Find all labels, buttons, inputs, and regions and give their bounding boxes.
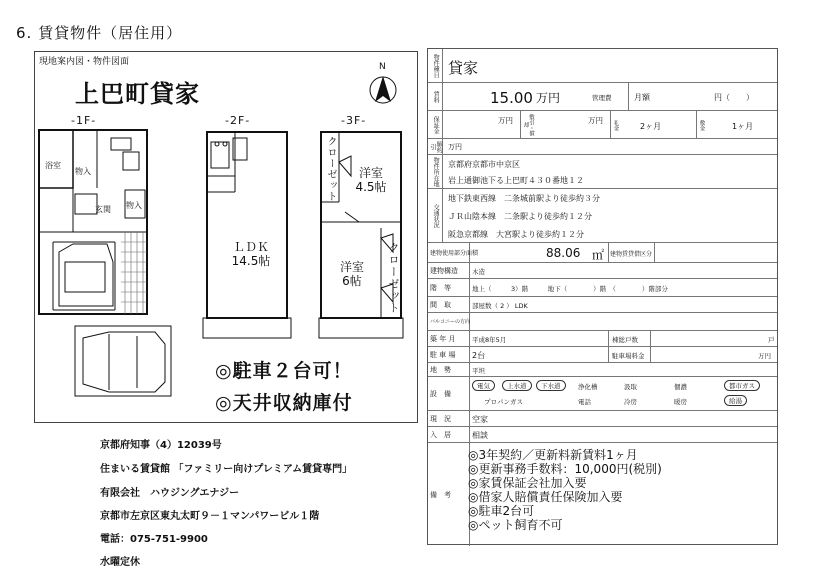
property-name: 上巴町貸家: [75, 80, 200, 108]
floor-label-3f: -3F-: [341, 114, 367, 127]
label-balcony: バルコニーの方向: [428, 313, 470, 330]
value-cancel-unit: 万円: [448, 143, 462, 151]
property-spec-table: [427, 48, 778, 545]
company-tel: 電話：075-751-9900: [100, 534, 208, 545]
label-reikin: 礼金: [612, 119, 619, 131]
label-cancel-deduction: 解約引: [429, 140, 443, 153]
label-area: 建物使用部分面積: [428, 243, 470, 262]
closet-3f-upper: クローゼット: [325, 136, 336, 202]
row-property-type: [428, 49, 777, 83]
room-western-2-label: 洋室: [339, 260, 364, 274]
label-terrain: 地 勢: [428, 363, 470, 376]
value-location-2: 岩上通御池下る上巴町４３０番地１２: [448, 176, 584, 185]
company-license: 京都府知事（4）12039号: [100, 440, 222, 451]
remark-1: ◎3年契約／更新料新賃料1ヶ月: [468, 448, 638, 462]
value-area-unit: ㎡: [592, 248, 605, 262]
label-transport: 交通状況: [428, 189, 443, 242]
facility-septic: 浄化槽: [578, 383, 598, 391]
label-floors: 階 等: [428, 279, 470, 296]
value-parking-fee-unit: 万円: [758, 352, 771, 360]
facility-heating: 暖房: [674, 398, 687, 406]
floor-label-2f: -2F-: [225, 114, 251, 127]
row-movein: [428, 427, 777, 443]
label-built: 築 年 月: [428, 331, 470, 346]
row-floors: [428, 279, 777, 297]
value-rent-unit: 万円: [536, 91, 561, 105]
row-facilities: [428, 377, 777, 411]
room-western-1: [341, 166, 401, 195]
room-ldk-size: 14.5帖: [231, 254, 271, 269]
row-terrain: [428, 363, 777, 377]
facility-phone: 電話: [578, 398, 591, 406]
value-reikin: 2ヶ月: [640, 122, 662, 131]
room-ldk-label: ＬＤＫ: [232, 240, 269, 254]
value-floors: 地上（ 3）階 地下（ ）階 （ ）階部分: [472, 285, 668, 293]
row-balcony: [428, 313, 777, 331]
floor-plan-panel: [34, 51, 418, 423]
closet-3f-lower: クローゼット: [387, 242, 400, 314]
label-mgmt-fee: 管理費: [592, 94, 612, 102]
note-ceiling-storage: ◎天井収納庫付: [215, 392, 353, 414]
label-deposit: 保証金: [428, 111, 443, 138]
remark-5: ◎駐車2台可: [468, 504, 535, 518]
value-shikikin: 1ヶ月: [732, 122, 754, 131]
room-bath: 浴室: [45, 161, 61, 170]
label-rent: 賃料: [428, 83, 443, 110]
value-transport-1: 地下鉄東西線 二条城前駅より徒歩約３分: [448, 194, 600, 203]
value-transport-2: ＪＲ山陰本線 二条駅より徒歩約１２分: [448, 212, 592, 221]
company-name: 有限会社 ハウジングエナジー: [100, 488, 240, 499]
facility-city-gas: 都市ガス: [724, 380, 760, 391]
value-movein: 相談: [472, 431, 488, 440]
row-layout: [428, 297, 777, 313]
row-built: [428, 331, 777, 347]
value-area: 88.06: [546, 246, 581, 260]
value-deposit-unit: 万円: [498, 116, 513, 125]
value-terrain: 平坦: [472, 367, 485, 375]
room-storage-1: 物入: [75, 167, 91, 176]
remark-2: ◎更新事務手数料：10,000円(税別): [468, 462, 662, 476]
company-shop: 住まいる賃貸館 「ファミリー向けプレミアム賃貸専門」: [100, 464, 353, 475]
value-parking: 2台: [472, 351, 486, 360]
label-parking-fee: 駐車場料金: [612, 352, 645, 360]
row-deposit: [428, 111, 777, 139]
row-status: [428, 411, 777, 427]
floor-label-1f: -1F-: [71, 114, 97, 127]
value-structure: 木造: [472, 268, 485, 276]
label-movein: 入 居: [428, 427, 470, 442]
row-structure: [428, 263, 777, 279]
label-facilities: 設 備: [428, 377, 470, 410]
row-rent: [428, 83, 777, 111]
map-label: 現地案内図・物件図面: [39, 57, 130, 67]
value-shikibiki-unit: 万円: [588, 116, 603, 125]
note-parking: ◎駐車２台可！: [215, 360, 353, 382]
room-ldk: [219, 240, 283, 269]
label-shikikin: 敷金: [698, 119, 705, 131]
label-location: 物件所在地: [428, 155, 443, 188]
room-western-2-size: 6帖: [342, 274, 362, 289]
remark-3: ◎家賃保証会社加入要: [468, 476, 587, 490]
label-total-units: 棟総戸数: [612, 336, 638, 344]
value-status: 空家: [472, 415, 488, 424]
value-units-unit: 戸: [768, 336, 775, 344]
row-transport: [428, 189, 777, 243]
room-storage-2: 物入: [126, 201, 142, 210]
label-structure: 建物構造: [428, 263, 470, 278]
row-area: [428, 243, 777, 263]
facility-individual: 個濃: [674, 383, 687, 391]
company-holiday: 水曜定休: [100, 557, 140, 568]
room-entrance: 玄関: [95, 205, 111, 214]
label-area-type: 建物賃貸借区分: [610, 251, 653, 258]
section-title: 6. 賃貸物件（居住用）: [16, 24, 183, 42]
label-monthly: 月額: [634, 93, 650, 102]
label-shikibiki: 敷引・償却: [522, 114, 534, 136]
value-layout: 部屋数（ 2 ） LDK: [472, 302, 528, 310]
value-mgmt-yen: 円（ ）: [714, 93, 754, 102]
row-location: [428, 155, 777, 189]
remark-4: ◎借家人賠償責任保険加入要: [468, 490, 623, 504]
row-parking: [428, 347, 777, 363]
facility-hot-water: 給湯: [724, 395, 747, 406]
company-address: 京都市左京区東丸太町９－１マンパワービル１階: [100, 511, 320, 522]
row-cancel-deduction: [428, 139, 777, 155]
remark-6: ◎ペット飼育不可: [468, 518, 563, 532]
value-location-1: 京都府京都市中京区: [448, 160, 520, 169]
room-western-1-size: 4.5帖: [355, 180, 387, 195]
value-rent: 15.00: [490, 89, 533, 107]
value-built: 平成8年5月: [472, 336, 507, 344]
label-remarks: 備 考: [428, 443, 470, 546]
row-remarks: [428, 443, 777, 546]
facility-sewer: 下水道: [536, 380, 566, 391]
label-property-type: 物件種目: [428, 49, 443, 82]
label-parking: 駐 車 場: [428, 347, 470, 362]
facility-water: 上水道: [502, 380, 532, 391]
facility-propane: プロパンガス: [484, 398, 523, 406]
label-status: 現 況: [428, 411, 470, 426]
value-transport-3: 阪急京都線 大宮駅より徒歩約１２分: [448, 230, 584, 239]
facility-cooling: 冷房: [624, 398, 637, 406]
facility-pumping: 汲取: [624, 383, 637, 391]
value-property-type: 貸家: [448, 59, 479, 77]
room-western-2: [327, 260, 377, 289]
facility-electric: 電気: [472, 380, 495, 391]
label-layout: 間 取: [428, 297, 470, 312]
compass-north-label: N: [379, 62, 386, 72]
room-western-1-label: 洋室: [358, 166, 383, 180]
